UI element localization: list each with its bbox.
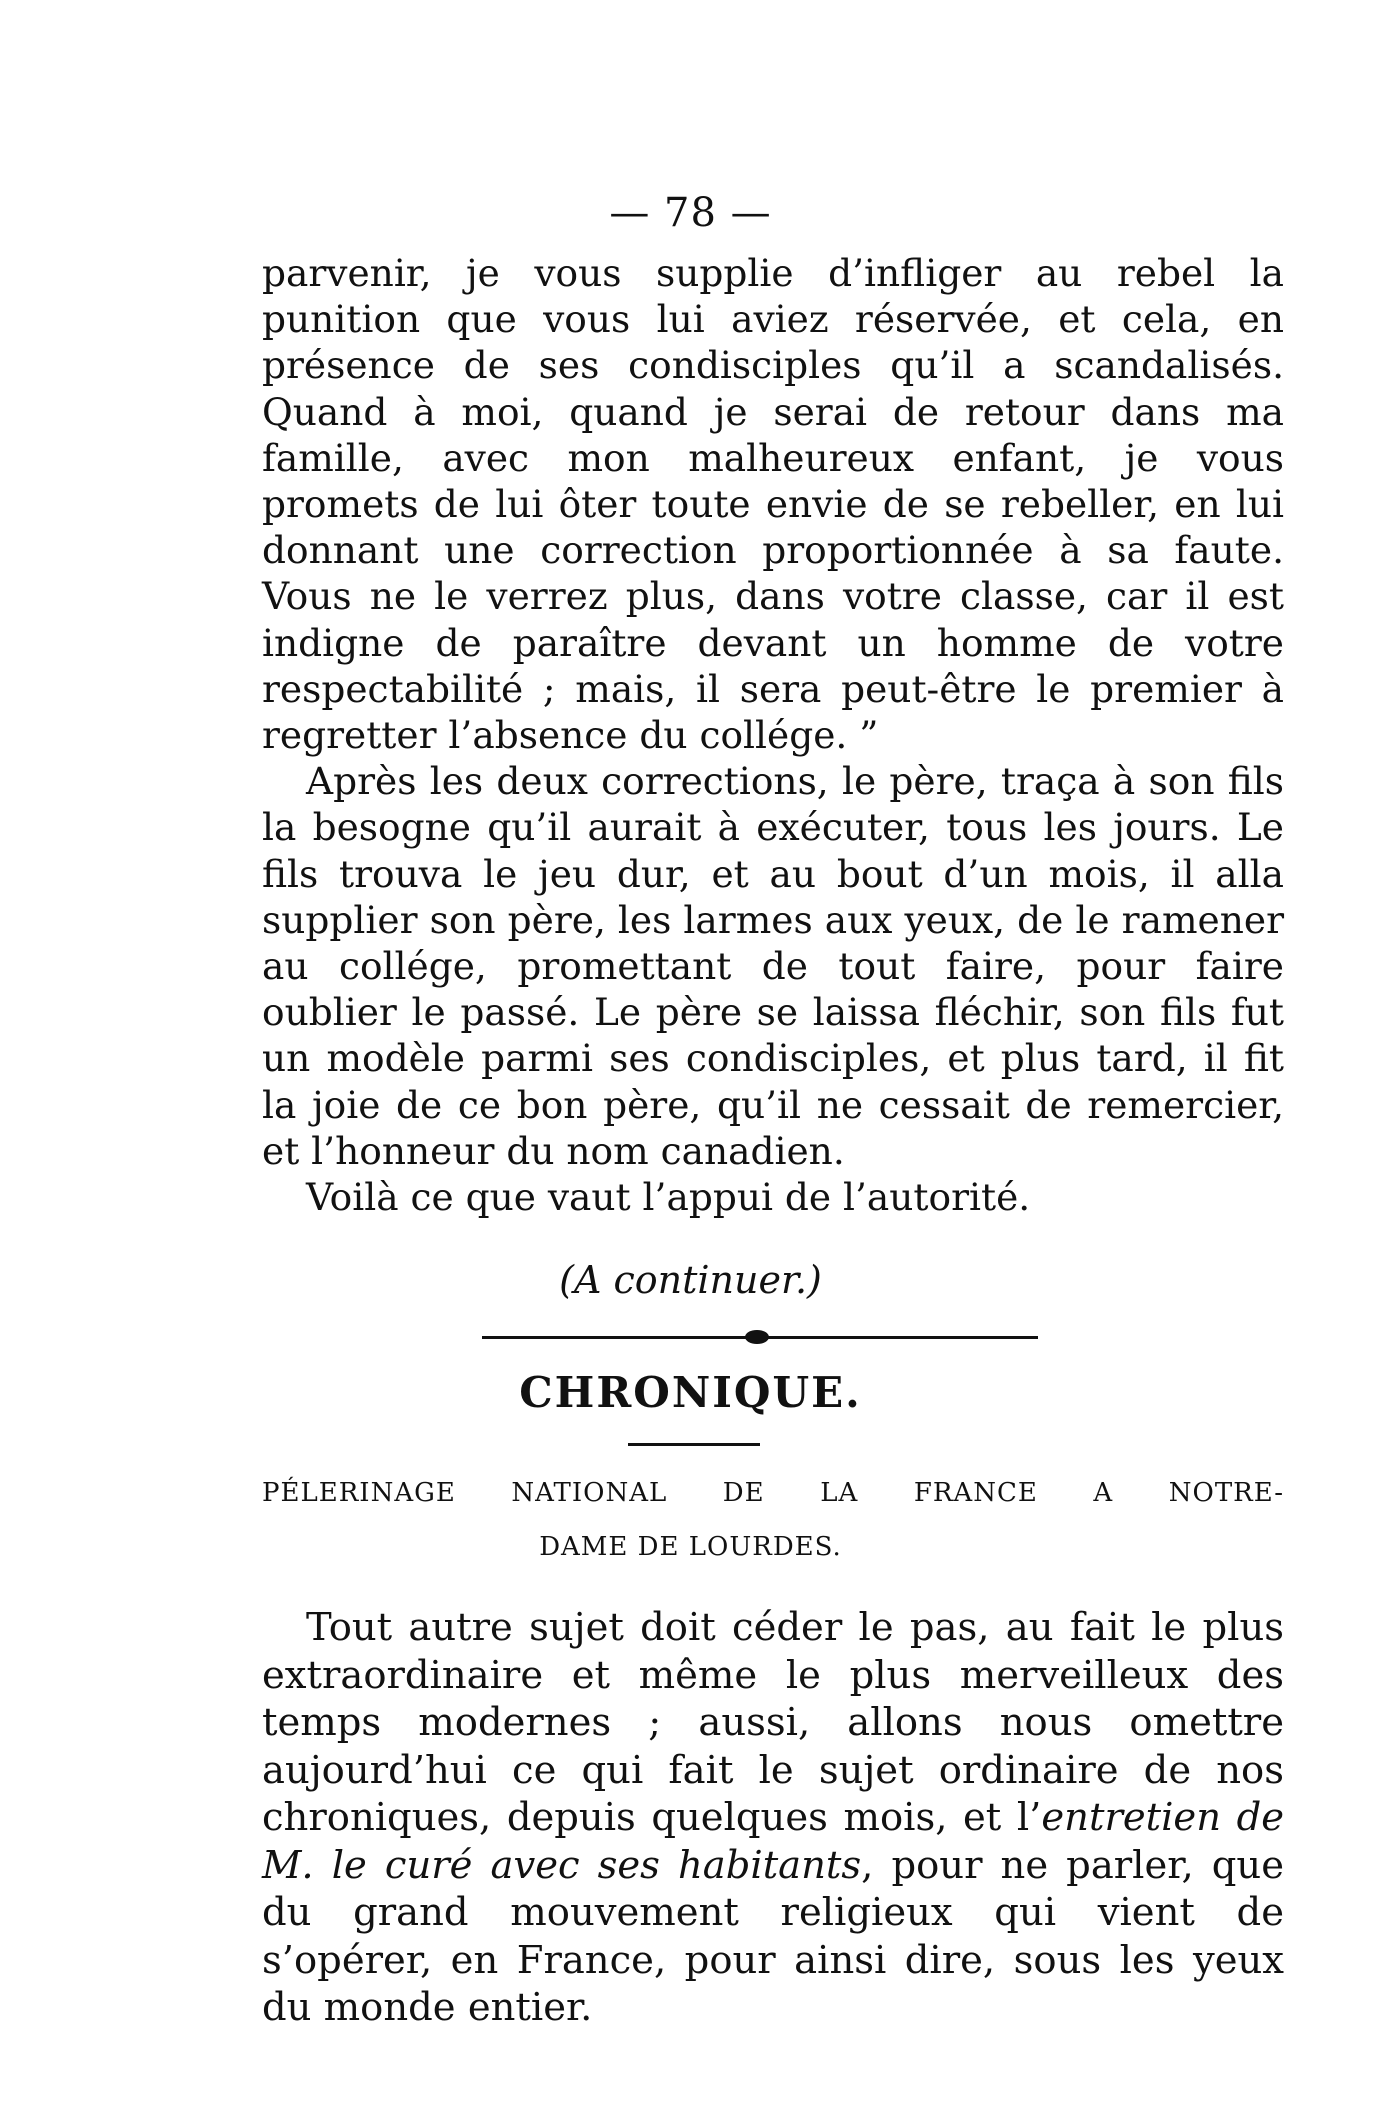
title-underline: [628, 1443, 760, 1446]
continuation-note: (A continuer.): [559, 1258, 822, 1302]
divider-ornament: [745, 1330, 769, 1344]
body-text-bottom: [262, 1604, 1284, 2032]
paragraph-corrections: Après les deux corrections, le père, traça à son fils la besogne qu’il aurait à exécuter, tous les jours. Le fils trouva le jeu dur, et au bout d’un mois, il alla supplier son père, les larmes aux yeux, de le ramener au collége, promettant de tout faire, pour faire oublier le passé. Le père se laissa fléchir, son fils fut un modèle parmi ses condisciples, et plus tard, il fit la joie de ce bon père, qu’il ne cessait de remercier, et l’honneur du nom canadien.: [262, 759, 1284, 1173]
body-text-top: [262, 250, 1284, 1220]
italic-title: entretien de M. le curé avec ses habitants: [262, 1795, 1284, 1888]
section-title: CHRONIQUE.: [519, 1368, 862, 1417]
subheading-line-2: DAME DE LOURDES.: [539, 1532, 842, 1562]
paragraph-chronique-end: , pour ne parler, que du grand mouvement religieux qui vient de s’opérer, en France, pour ainsi dire, sous les yeux du monde entier.: [262, 1842, 1284, 2030]
paragraph-letter-end: parvenir, je vous supplie d’infliger au rebel la punition que vous lui aviez réservée, et cela, en présence de ses condisciples qu’il a scandalisés. Quand à moi, quand je serai de retour dans ma famille, avec mon malheureux enfant, je vous promets de lui ôter toute envie de se rebeller, en lui donnant une correction proportionnée à sa faute. Vous ne le verrez plus, dans votre classe, car il est indigne de paraître devant un homme de votre respectabilité ; mais, il sera peut-être le premier à regretter l’absence du collége. ”: [262, 251, 1284, 758]
page-number: — 78 —: [609, 190, 772, 236]
paragraph-conclusion: Voilà ce que vaut l’appui de l’autorité.: [306, 1175, 1031, 1220]
paragraph-chronique-start: Tout autre sujet doit céder le pas, au fait le plus extraordinaire et même le plus merveilleux des temps modernes ; aussi, allons nous omettre aujourd’hui ce qui fait le sujet ordinaire de nos chroniques, depuis quelques mois, et l’: [262, 1605, 1284, 1840]
subheading-line-1: PÉLERINAGE NATIONAL DE LA FRANCE A NOTRE-: [262, 1478, 1284, 1508]
